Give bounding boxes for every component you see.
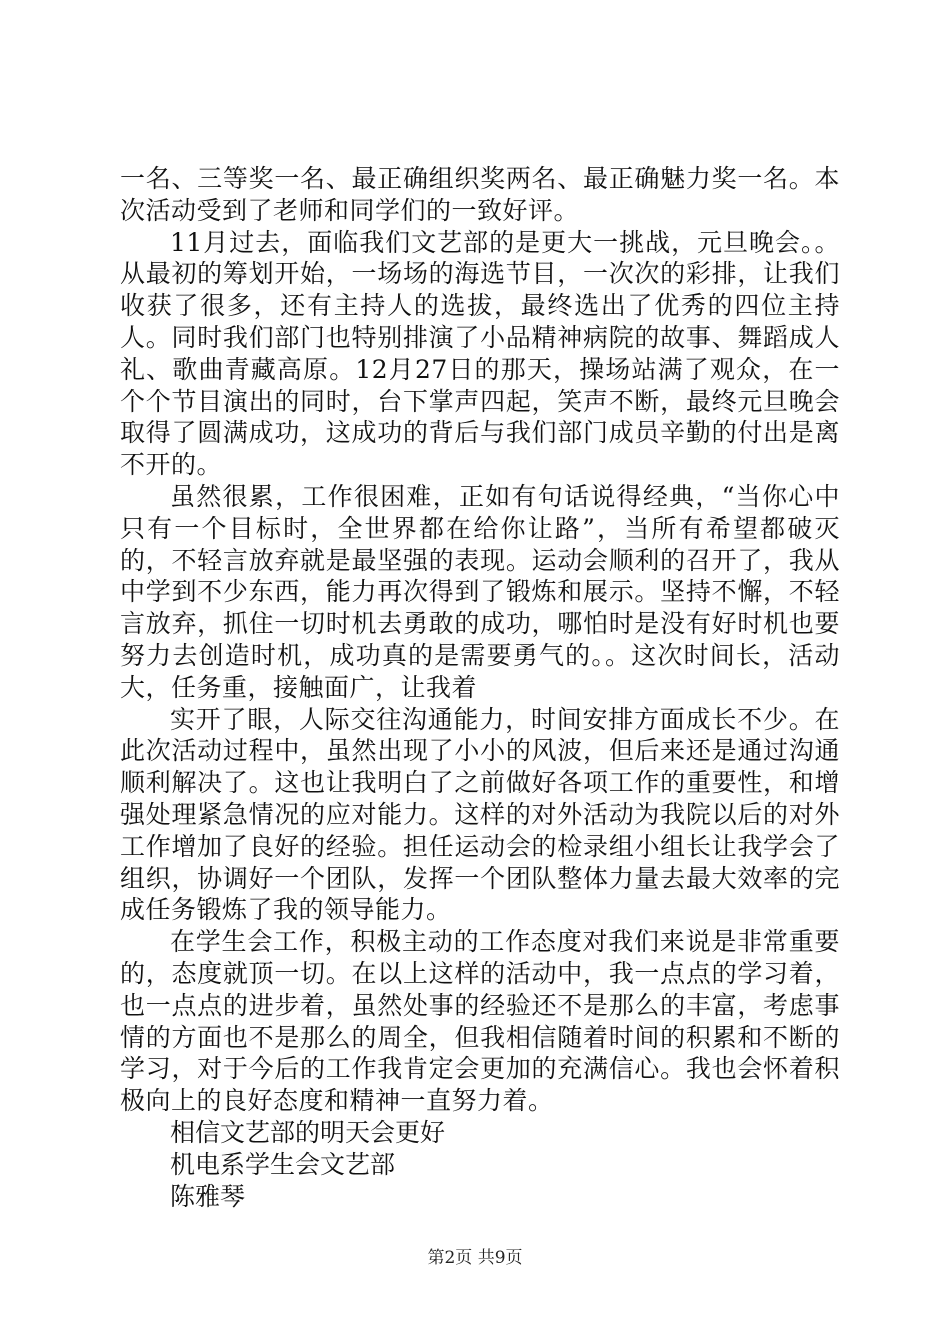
closing-line: 相信文艺部的明天会更好 [170,1117,446,1147]
paragraph-communication-growth: 实开了眼，人际交往沟通能力，时间安排方面成长不少。在此次活动过程中，虽然出现了小小的风波，但后来还是通过沟通顺利解决了。这也让我明白了之前做好各项工作的重要性，和增强处理紧急情况的应对能力。这样的对外活动为我院以后的对外工作增加了良好的经验。担任运动会的检录组小组长让我学会了组织，协调好一个团队，发挥一个团队整体力量去最大效率的完成任务锻炼了我的领导能力。 [120,704,840,925]
paragraph-student-union-attitude: 在学生会工作，积极主动的工作态度对我们来说是非常重要的，态度就顶一切。在以上这样的活动中，我一点点的学习着，也一点点的进步着，虽然处事的经验还不是那么的丰富，考虑事情的方面也不是那么的周全，但我相信随着时间的积累和不断的学习，对于今后的工作我肯定会更加的充满信心。我也会怀着积极向上的良好态度和精神一直努力着。 [120,927,840,1116]
document-body [120,163,840,1212]
paragraph-award-summary: 一名、三等奖一名、最正确组织奖两名、最正确魅力奖一名。本次活动受到了老师和同学们的一致好评。 [120,164,840,225]
page-number-footer: 第2页 共9页 [427,1248,523,1268]
paragraph-new-year-gala: 11月过去，面临我们文艺部的是更大一挑战，元旦晚会。。从最初的筹划开始，一场场的海选节目，一次次的彩排，让我们收获了很多，还有主持人的选拔，最终选出了优秀的四位主持人。同时我们部门也特别排演了小品精神病院的故事、舞蹈成人礼、歌曲青藏高原。12月27日的那天，操场站满了观众，在一个个节目演出的同时，台下掌声四起，笑声不断，最终元旦晚会取得了圆满成功，这成功的背后与我们部门成员辛勤的付出是离不开的。 [120,227,840,480]
paragraph-sports-meeting: 虽然很累，工作很困难，正如有句话说得经典，“当你心中只有一个目标时，全世界都在给你让路”，当所有希望都破灭的，不轻言放弃就是最坚强的表现。运动会顺利的召开了，我从中学到不少东西，能力再次得到了锻炼和展示。坚持不懈，不轻言放弃，抓住一切时机去勇敢的成功，哪怕时是没有好时机也要努力去创造时机，成功真的是需要勇气的。。这次时间长，活动大，任务重，接触面广，让我着 [120,481,840,702]
department-signature: 机电系学生会文艺部 [170,1149,396,1179]
author-signature: 陈雅琴 [170,1181,246,1211]
